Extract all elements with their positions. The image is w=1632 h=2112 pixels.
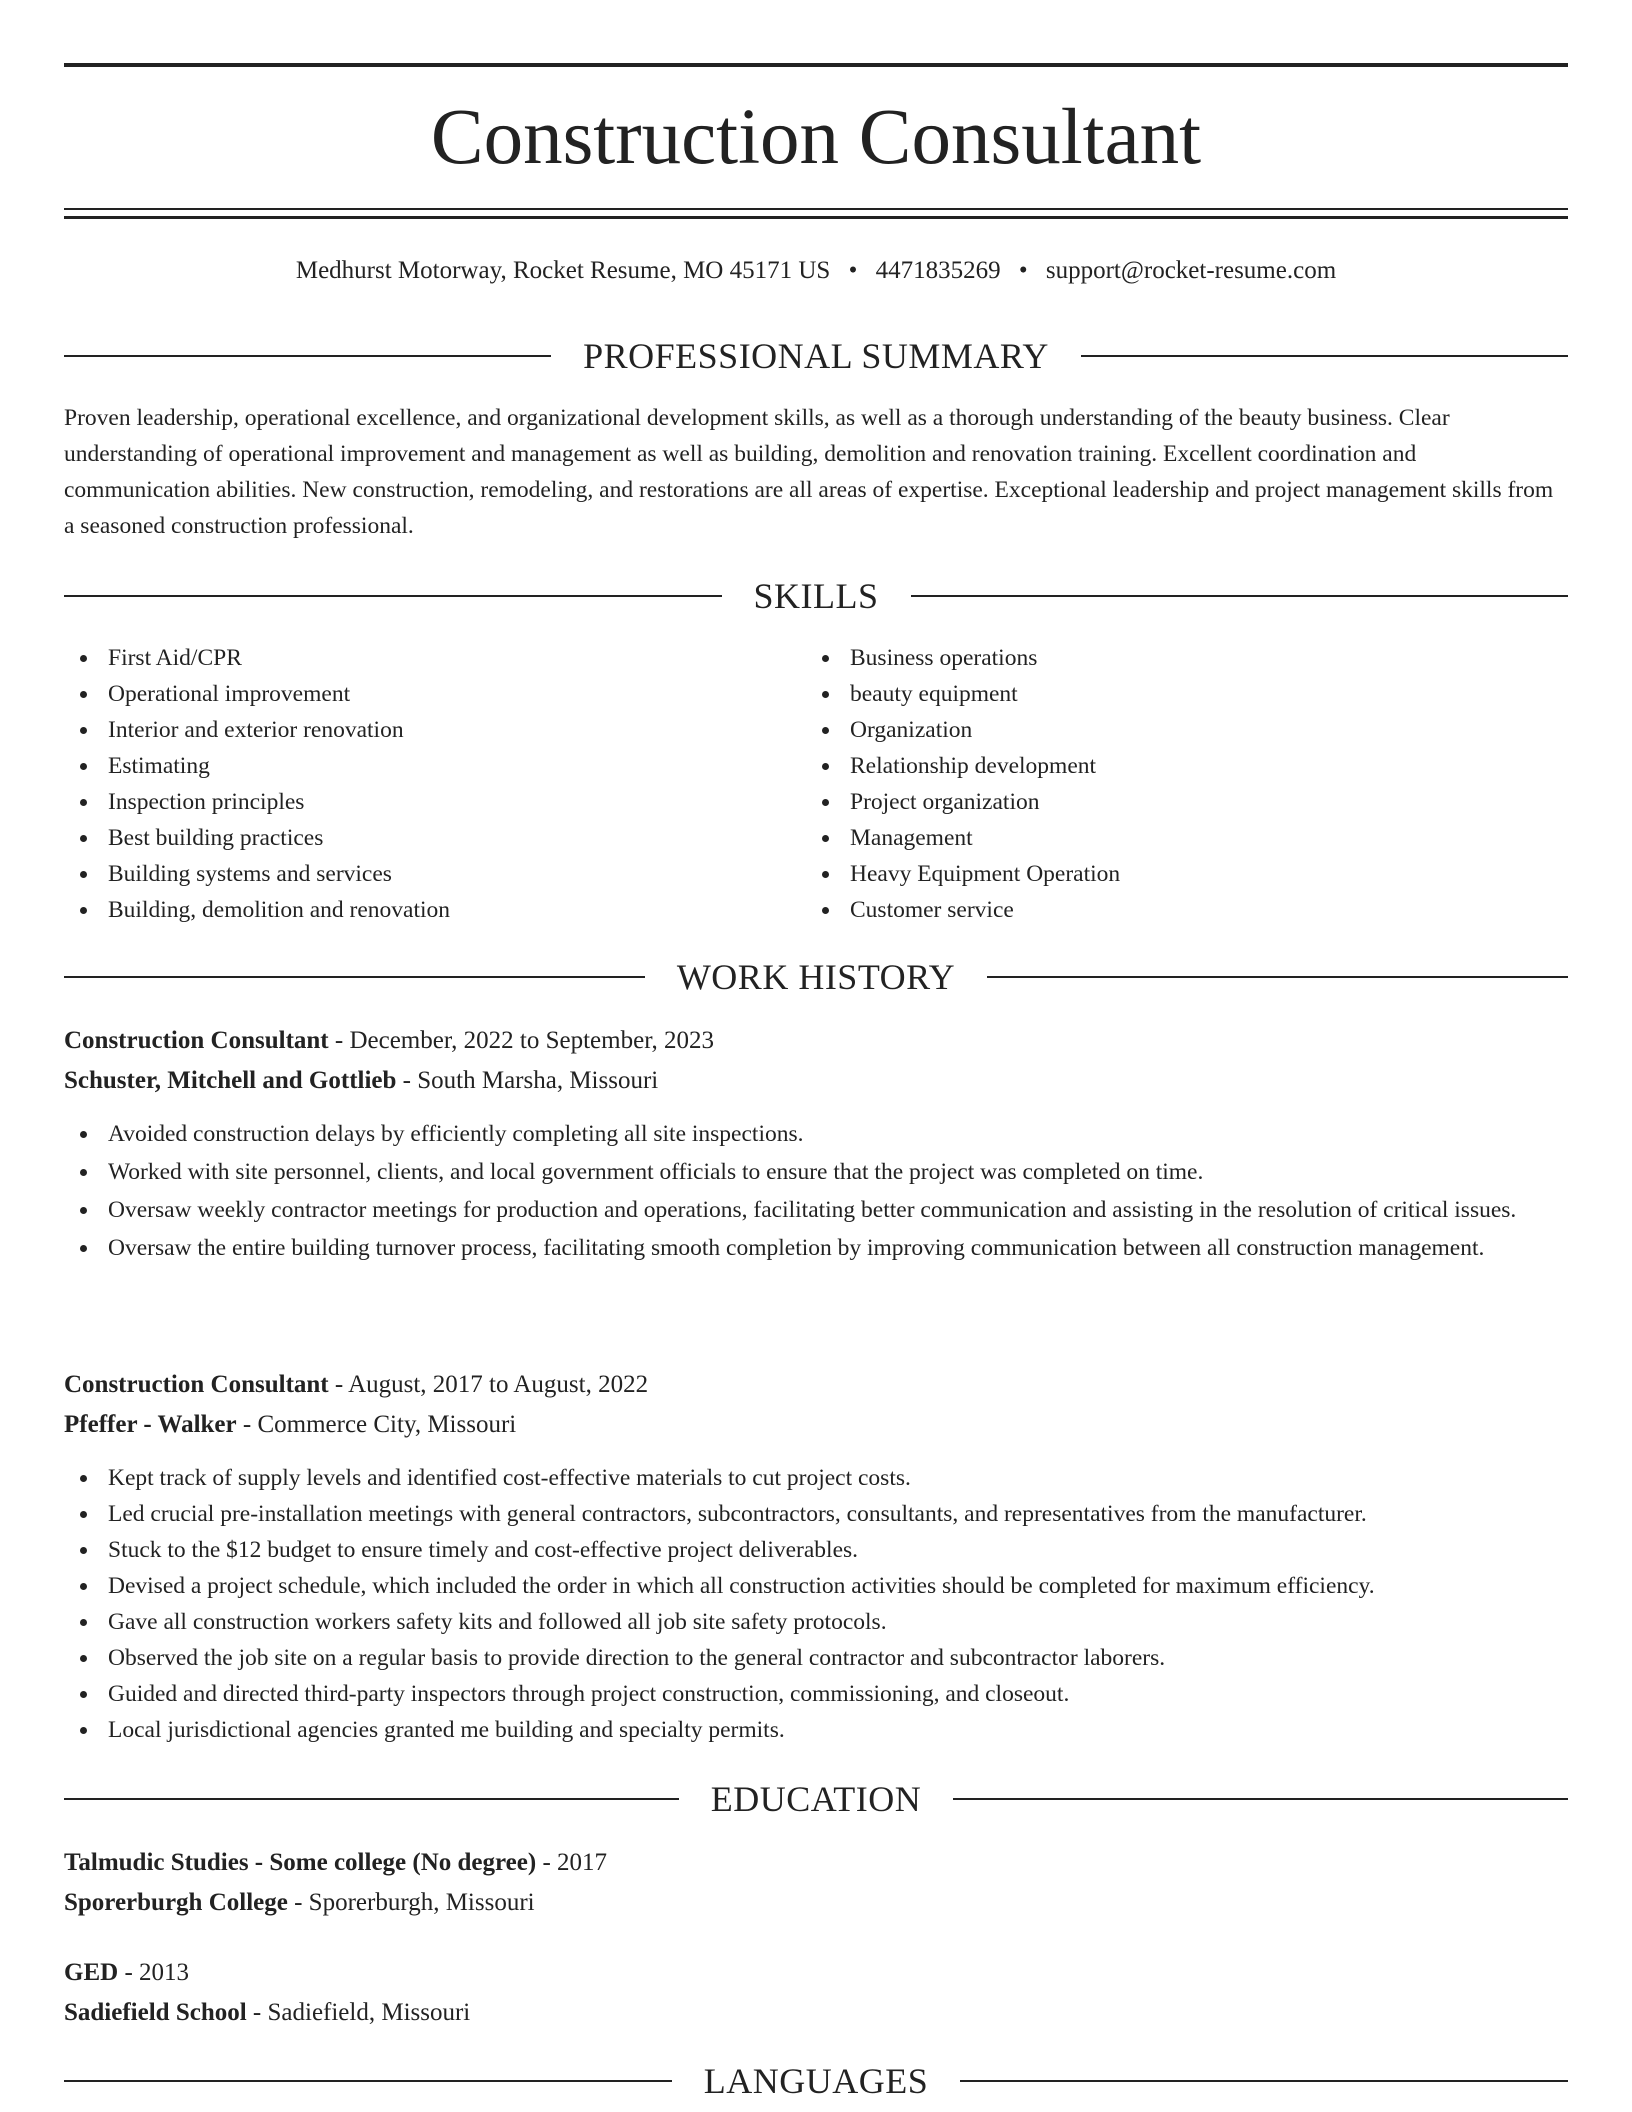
job-bullet: Oversaw the entire building turnover process, facilitating smooth completion by improving communication between all construction management. (64, 1230, 1544, 1266)
skill-item: Best building practices (64, 820, 744, 856)
job-bullet: Observed the job site on a regular basis to provide direction to the general contractor and subcontractor laborers. (64, 1640, 1544, 1676)
heading-rule-right (987, 976, 1568, 978)
heading-rule-left (64, 595, 722, 597)
contact-address: Medhurst Motorway, Rocket Resume, MO 45171 US (295, 257, 831, 284)
job-bullet: Gave all construction workers safety kits and followed all job site safety protocols. (64, 1604, 1544, 1640)
skill-item: Business operations (806, 640, 1506, 676)
section-heading-languages (64, 2059, 1568, 2103)
skill-item: Management (806, 820, 1506, 856)
skill-item: Interior and exterior renovation (64, 712, 744, 748)
job-dates: - August, 2017 to August, 2022 (328, 1371, 649, 1398)
contact-email[interactable]: support@rocket-resume.com (1045, 257, 1337, 284)
heading-rule-left (64, 976, 645, 978)
job-bullet: Avoided construction delays by efficiently completing all site inspections. (64, 1116, 1544, 1152)
resume-title: Construction Consultant (430, 94, 1202, 181)
skill-item: Customer service (806, 892, 1506, 928)
summary-paragraph: Proven leadership, operational excellence, and organizational development skills, as well as a thorough understanding of the beauty business. Clear understanding of operational improvement and management as well as building, demolition and renovation training. Excellent coordination and communication abilities. New construction, remodeling, and restorations are all areas of expertise. Exceptional leadership and project management skills from a seasoned construction professional. (64, 405, 1554, 539)
job-title-line (64, 1365, 1568, 1405)
skills-list-left (64, 640, 744, 928)
job-title: Construction Consultant (64, 1027, 329, 1054)
job-title: Construction Consultant (64, 1371, 329, 1398)
job-company-line (64, 1061, 1568, 1101)
header-double-rule-lower (64, 216, 1568, 219)
skill-item: Heavy Equipment Operation (806, 856, 1506, 892)
job-bullet: Guided and directed third-party inspectors through project construction, commissioning, and closeout. (64, 1676, 1544, 1712)
heading-rule-left (64, 2080, 672, 2082)
section-heading-education (64, 1777, 1568, 1821)
education-location: - Sporerburgh, Missouri (287, 1889, 535, 1916)
section-heading-label: WORK HISTORY (676, 957, 956, 997)
section-heading-skills (64, 574, 1568, 618)
header-double-rule-upper (64, 208, 1568, 210)
skill-item: Building, demolition and renovation (64, 892, 744, 928)
skill-item: Relationship development (806, 748, 1506, 784)
job-location: - South Marsha, Missouri (396, 1067, 659, 1094)
skill-item: beauty equipment (806, 676, 1506, 712)
section-heading-label: EDUCATION (710, 1779, 922, 1819)
education-school: Sadiefield School (64, 1999, 247, 2026)
education-school: Sporerburgh College (64, 1889, 288, 1916)
header-top-rule (64, 63, 1568, 67)
section-heading-label: SKILLS (753, 576, 879, 616)
job-bullet: Kept track of supply levels and identified cost-effective materials to cut project costs. (64, 1460, 1544, 1496)
job-bullet: Oversaw weekly contractor meetings for production and operations, facilitating better communication and assisting in the resolution of critical issues. (64, 1192, 1544, 1228)
education-year: - 2017 (536, 1849, 608, 1876)
heading-rule-right (1081, 355, 1568, 357)
skill-item: Project organization (806, 784, 1506, 820)
education-location: - Sadiefield, Missouri (246, 1999, 471, 2026)
job-bullet: Devised a project schedule, which included the order in which all construction activities should be completed for maximum efficiency. (64, 1568, 1544, 1604)
skill-item: Organization (806, 712, 1506, 748)
contact-phone: 4471835269 (875, 257, 1001, 284)
education-degree: GED (64, 1959, 119, 1986)
heading-rule-right (953, 1798, 1568, 1800)
skill-item: Operational improvement (64, 676, 744, 712)
education-school-line (64, 1993, 1568, 2033)
section-heading-label: LANGUAGES (703, 2061, 929, 2101)
contact-line (64, 253, 1568, 289)
section-heading-summary (64, 334, 1568, 378)
education-year: - 2013 (118, 1959, 190, 1986)
job-bullets (64, 1460, 1544, 1748)
skill-item: Inspection principles (64, 784, 744, 820)
heading-rule-left (64, 355, 551, 357)
job-bullets (64, 1116, 1544, 1268)
job-bullet: Worked with site personnel, clients, and local government officials to ensure that the project was completed on time. (64, 1154, 1544, 1190)
job-company-line (64, 1405, 1568, 1445)
education-school-line (64, 1883, 1568, 1923)
job-title-line (64, 1021, 1568, 1061)
heading-rule-right (960, 2080, 1568, 2082)
job-dates: - December, 2022 to September, 2023 (328, 1027, 715, 1054)
job-location: - Commerce City, Missouri (236, 1411, 517, 1438)
heading-rule-right (911, 595, 1569, 597)
contact-separator: • (1018, 257, 1028, 284)
contact-separator: • (848, 257, 858, 284)
job-company: Pfeffer - Walker (64, 1411, 237, 1438)
education-degree-line (64, 1843, 1568, 1883)
section-heading-label: PROFESSIONAL SUMMARY (583, 336, 1049, 376)
job-bullet: Stuck to the $12 budget to ensure timely and cost-effective project deliverables. (64, 1532, 1544, 1568)
job-company: Schuster, Mitchell and Gottlieb (64, 1067, 397, 1094)
job-bullet: Local jurisdictional agencies granted me building and specialty permits. (64, 1712, 1544, 1748)
job-bullet: Led crucial pre-installation meetings with general contractors, subcontractors, consultants, and representatives from the manufacturer. (64, 1496, 1544, 1532)
skills-list-right (806, 640, 1506, 928)
heading-rule-left (64, 1798, 679, 1800)
section-heading-work-history (64, 955, 1568, 999)
skill-item: Estimating (64, 748, 744, 784)
education-degree-line (64, 1953, 1568, 1993)
skill-item: First Aid/CPR (64, 640, 744, 676)
skill-item: Building systems and services (64, 856, 744, 892)
education-degree: Talmudic Studies - Some college (No degree) (64, 1849, 537, 1876)
